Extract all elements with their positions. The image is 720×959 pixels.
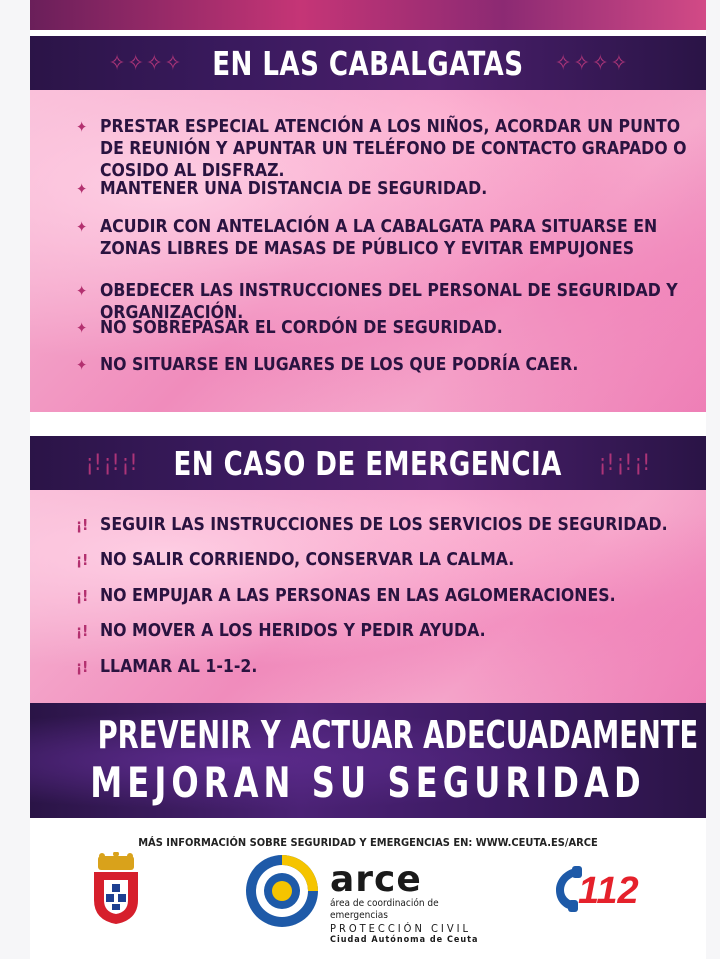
section1-deco-right <box>555 51 627 76</box>
dancing-person-icon: ✦ <box>76 118 88 136</box>
arce-subtitle: área de coordinación de emergencias <box>330 898 439 921</box>
exclamation-icon: ¡! <box>85 450 102 476</box>
dancing-person-icon: ✧ <box>127 50 144 76</box>
dancing-person-icon: ✦ <box>76 282 88 300</box>
dancing-person-icon: ✦ <box>76 218 88 236</box>
section2-header <box>30 436 706 490</box>
list-item: ✦ PRESTAR ESPECIAL ATENCIÓN A LOS NIÑOS, ACORDAR UN PUNTO DE REUNIÓN Y APUNTAR UN TELÉFONO DE CONTACTO GRAPADO O COSIDO AL DISFRAZ. <box>76 117 687 181</box>
arce-city: Ciudad Autónoma de Ceuta <box>330 935 479 945</box>
dancing-person-icon: ✧ <box>610 50 628 76</box>
exclamation-icon: ¡! <box>76 551 89 569</box>
exclamation-icon: ¡! <box>76 622 89 640</box>
list-item: ✦ NO SOBREPASAR EL CORDÓN DE SEGURIDAD. <box>76 318 503 338</box>
dancing-person-icon: ✦ <box>76 319 88 337</box>
section1-header <box>30 36 706 90</box>
exclamation-icon: ¡! <box>121 450 138 476</box>
arce-proteccion-civil: PROTECCIÓN CIVIL <box>330 922 472 935</box>
ceuta-coat-of-arms-icon <box>88 852 144 930</box>
section2-deco-right <box>599 451 651 476</box>
slogan-line1: PREVENIR Y ACTUAR ADECUADAMENTE <box>97 713 699 757</box>
dancing-person-icon: ✧ <box>108 50 126 76</box>
exclamation-icon: ¡! <box>76 658 89 676</box>
slogan-band <box>30 703 706 818</box>
exclamation-icon: ¡! <box>76 587 89 605</box>
dancing-person-icon: ✧ <box>592 50 609 76</box>
list-item: ✦ OBEDECER LAS INSTRUCCIONES DEL PERSONAL DE SEGURIDAD Y ORGANIZACIÓN. <box>76 281 678 323</box>
top-strip <box>30 0 706 30</box>
list-item: ✦ ACUDIR CON ANTELACIÓN A LA CABALGATA PARA SITUARSE EN ZONAS LIBRES DE MASAS DE PÚBLICO Y EVITAR EMPUJONES <box>76 217 658 259</box>
poster <box>30 0 706 959</box>
list-item: ¡! LLAMAR AL 1-1-2. <box>76 657 258 677</box>
section1-deco-left <box>109 51 181 76</box>
slogan-line2: MEJORAN SU SEGURIDAD <box>90 758 646 807</box>
dancing-person-icon: ✧ <box>164 50 182 76</box>
dancing-person-icon: ✦ <box>76 180 88 198</box>
arce-logo <box>242 852 482 945</box>
list-item: ¡! SEGUIR LAS INSTRUCCIONES DE LOS SERVICIOS DE SEGURIDAD. <box>76 515 668 535</box>
exclamation-icon: ¡! <box>103 450 120 476</box>
dancing-person-icon: ✧ <box>573 50 591 76</box>
exclamation-icon: ¡! <box>76 516 89 534</box>
list-item: ¡! NO MOVER A LOS HERIDOS Y PEDIR AYUDA. <box>76 621 486 641</box>
dancing-person-icon: ✧ <box>145 50 163 76</box>
exclamation-icon: ¡! <box>616 450 633 476</box>
arce-wordmark: arce <box>330 859 422 900</box>
list-item: ✦ MANTENER UNA DISTANCIA DE SEGURIDAD. <box>76 179 488 199</box>
dancing-person-icon: ✦ <box>76 356 88 374</box>
emergency-number: 112 <box>578 870 639 912</box>
arce-emblem-icon <box>242 852 324 930</box>
exclamation-icon: ¡! <box>634 450 651 476</box>
section2-title: EN CASO DE EMERGENCIA <box>173 443 563 483</box>
list-item: ¡! NO EMPUJAR A LAS PERSONAS EN LAS AGLOMERACIONES. <box>76 586 616 606</box>
list-item: ¡! NO SALIR CORRIENDO, CONSERVAR LA CALMA. <box>76 550 515 570</box>
section2-panel <box>30 490 706 703</box>
list-item: ✦ NO SITUARSE EN LUGARES DE LOS QUE PODRÍA CAER. <box>76 355 579 375</box>
footer <box>30 818 706 959</box>
arce-text-block <box>330 859 482 946</box>
emergency-112-logo <box>550 864 639 918</box>
exclamation-icon: ¡! <box>598 450 615 476</box>
info-text: MÁS INFORMACIÓN SOBRE SEGURIDAD Y EMERGENCIAS EN: WWW.CEUTA.ES/ARCE <box>138 836 598 849</box>
dancing-person-icon: ✧ <box>554 50 572 76</box>
section2-deco-left <box>86 451 138 476</box>
section1-title: EN LAS CABALGATAS <box>212 43 524 83</box>
section1-panel <box>30 90 706 412</box>
